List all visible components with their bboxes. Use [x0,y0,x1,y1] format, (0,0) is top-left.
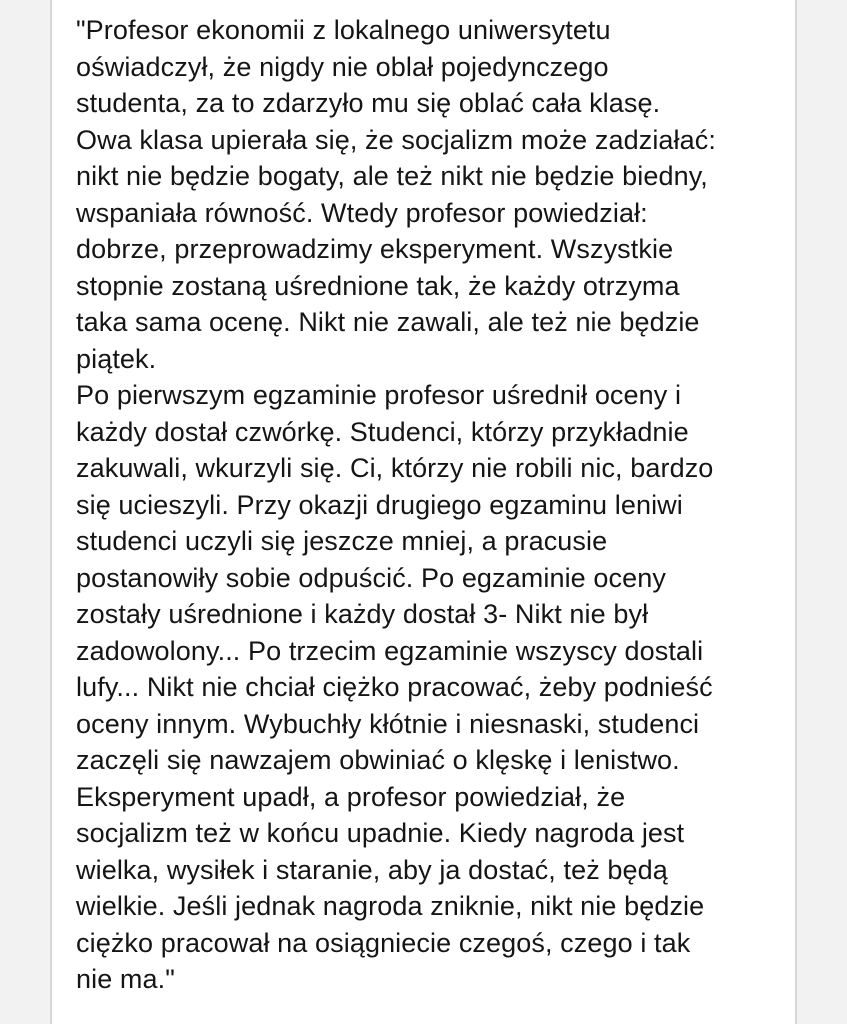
text-line: ciężko pracował na osiągniecie czegoś, czego i tak [76,927,691,958]
text-line: dobrze, przeprowadzimy eksperyment. Wszystkie [76,234,674,264]
text-line: zostały uśrednione i każdy dostał 3- Nikt nie był [76,599,649,629]
text-line: Eksperyment upadł, a profesor powiedział, że [76,781,626,812]
text-line: stopnie zostaną uśrednione tak, że każdy otrzyma [76,270,680,301]
text-line: lufy... Nikt nie chciał ciężko pracować, żeby podnieść [76,672,713,702]
text-line: wielka, wysiłek i staranie, aby ja dostać, też będą [76,854,668,885]
text-line: każdy dostał czwórkę. Studenci, którzy przykładnie [76,416,689,447]
post-text [76,12,776,998]
text-card [50,0,797,1024]
text-line: nie ma." [76,964,175,994]
text-line: taka sama ocenę. Nikt nie zawali, ale też nie będzie [76,307,700,337]
text-line: nikt nie będzie bogaty, ale też nikt nie będzie biedny, [76,161,708,191]
text-line: Owa klasa upierała się, że socjalizm może zadziałać: [76,124,716,155]
text-line: się ucieszyli. Przy okazji drugiego egzaminu leniwi [76,489,683,520]
text-line: zaczęli się nawzajem obwiniać o klęskę i lenistwo. [76,745,680,775]
text-line: oceny innym. Wybuchły kłótnie i niesnaski, studenci [76,708,700,739]
text-line: studenta, za to zdarzyło mu się oblać cała klasę. [76,88,661,118]
text-line: oświadczył, że nigdy nie oblał pojedynczego [76,51,609,82]
text-line: socjalizm też w końcu upadnie. Kiedy nagroda jest [76,818,685,848]
text-line: studenci uczyli się jeszcze mniej, a pracusie [76,526,608,556]
text-line: Po pierwszym egzaminie profesor uśrednił oceny i [76,380,682,410]
text-line: wielkie. Jeśli jednak nagroda zniknie, nikt nie będzie [76,891,705,921]
text-line: "Profesor ekonomii z lokalnego uniwersytetu [76,15,611,45]
text-line: postanowiły sobie odpuścić. Po egzaminie oceny [76,562,666,593]
text-line: zadowolony... Po trzecim egzaminie wszyscy dostali [76,635,704,666]
text-line: zakuwali, wkurzyli się. Ci, którzy nie robili nic, bardzo [76,453,714,483]
text-line: wspaniała równość. Wtedy profesor powiedział: [76,197,648,228]
text-line: piątek. [76,343,157,374]
